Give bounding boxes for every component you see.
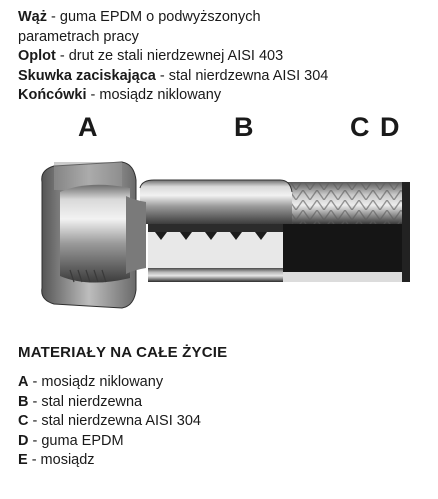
material-row-b xyxy=(18,393,227,413)
material-row-d xyxy=(18,432,227,452)
material-text: - mosiądz xyxy=(27,452,95,468)
spec-row-braid xyxy=(18,47,328,67)
materials-section xyxy=(18,344,227,471)
letter-b: B xyxy=(234,112,254,142)
material-row-c xyxy=(18,412,227,432)
spec-text: - stal nierdzewna AISI 304 xyxy=(155,67,329,84)
spec-row-hose-cont xyxy=(18,28,328,48)
spec-label: Oplot xyxy=(18,48,56,64)
spec-text: parametrach pracy xyxy=(18,28,139,45)
diagram-letters xyxy=(0,112,438,142)
crimp-ferrule xyxy=(140,180,292,282)
material-text: - stal nierdzewna xyxy=(28,393,143,410)
hose-fitting-cutaway xyxy=(30,140,420,325)
material-letter: E xyxy=(18,452,28,468)
spec-list xyxy=(18,8,328,106)
spec-row-fittings xyxy=(18,86,328,106)
material-row-e xyxy=(18,451,227,471)
material-text: - guma EPDM xyxy=(28,432,124,449)
spec-label: Wąż xyxy=(18,9,47,25)
letter-d: D xyxy=(380,112,400,142)
material-letter: B xyxy=(18,393,29,410)
spec-label: Końcówki xyxy=(18,87,87,103)
letter-a: A xyxy=(78,112,98,142)
spec-text: - drut ze stali nierdzewnej AISI 403 xyxy=(55,48,284,64)
material-text: - mosiądz niklowany xyxy=(28,374,164,390)
spec-row-hose xyxy=(18,8,328,28)
letter-c: C xyxy=(350,112,370,142)
hex-nut xyxy=(42,162,136,308)
material-row-a xyxy=(18,373,227,393)
spec-text: - guma EPDM o podwyższonych xyxy=(47,9,261,25)
materials-title: MATERIAŁY NA CAŁE ŻYCIE xyxy=(18,344,228,361)
material-text: - stal nierdzewna AISI 304 xyxy=(28,413,201,429)
material-letter: D xyxy=(18,432,29,449)
material-letter: A xyxy=(18,374,29,390)
spec-label: Skuwka zaciskająca xyxy=(18,67,156,84)
material-letter: C xyxy=(18,413,29,429)
spec-text: - mosiądz niklowany xyxy=(86,87,222,103)
spec-row-ferrule xyxy=(18,67,328,87)
